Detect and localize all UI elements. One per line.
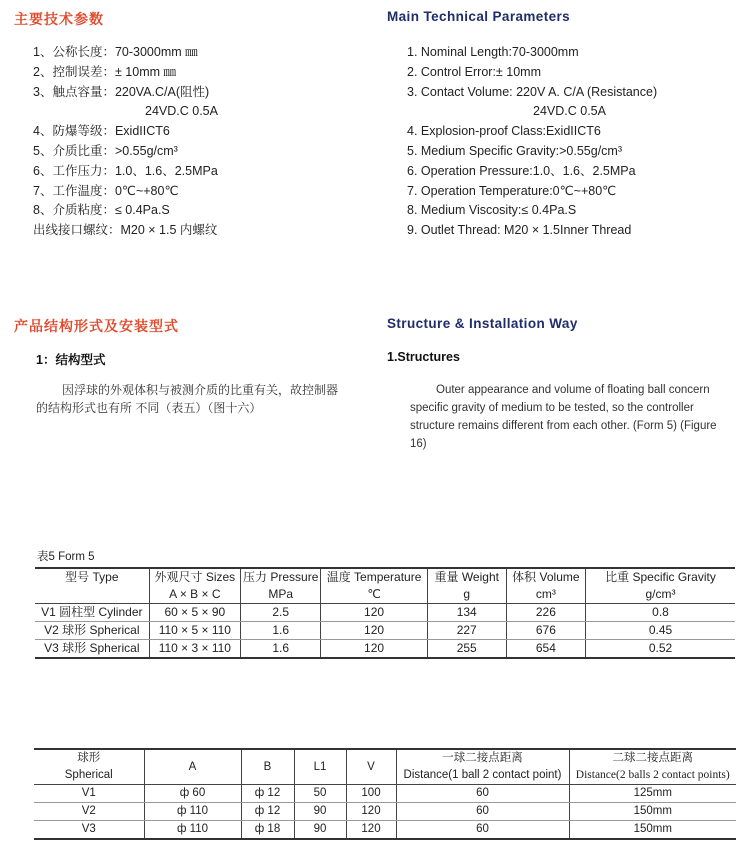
table-cell: 120 <box>321 640 427 659</box>
table-cell: 60 <box>396 803 569 821</box>
table-cell: 120 <box>346 821 396 840</box>
cn-params-title: 主要技术参数 <box>14 11 104 27</box>
cn-para-line: 的结构形式也有所 不同（表五）（图十六） <box>36 401 262 415</box>
table-cell: 100 <box>346 785 396 803</box>
en-param-item: 24VD.C 0.5A <box>533 104 606 119</box>
table-cell: 150mm <box>569 821 736 840</box>
table-header-cell: 压力 Pressure <box>241 568 321 586</box>
table-cell: V2 球形 Spherical <box>35 622 149 640</box>
table-unit-cell: A × B × C <box>149 586 240 604</box>
table-cell: ф 110 <box>144 821 241 840</box>
cn-param-item: 7、工作温度：0℃~+80℃ <box>33 183 179 198</box>
table-cell: 120 <box>321 604 427 622</box>
cn-structures-sub: 1：结构型式 <box>36 353 106 367</box>
table-row <box>34 785 736 803</box>
table-header-cell: 比重 Specific Gravity <box>586 568 736 586</box>
cn-param-item: 4、防爆等级：ExidIICT6 <box>33 124 170 139</box>
table-unit-row <box>35 586 735 604</box>
table5-caption: 表5 Form 5 <box>37 551 95 563</box>
table-header-cell: 温度 Temperature <box>321 568 427 586</box>
table-header-cell: 重量 Weight <box>427 568 506 586</box>
en-param-item: 6. Operation Pressure:1.0、1.6、2.5MPa <box>407 163 636 178</box>
table-cell: ф 12 <box>241 803 294 821</box>
cn-param-item: 6、工作压力：1.0、1.6、2.5MPa <box>33 163 218 178</box>
table-cell: 60 <box>396 821 569 840</box>
table-unit-cell <box>35 586 149 604</box>
table-cell: 90 <box>294 821 346 840</box>
table-header-cell: Distance(1 ball 2 contact point) <box>396 767 569 785</box>
en-param-item: 9. Outlet Thread: M20 × 1.5Inner Thread <box>407 223 632 238</box>
table-cell: ф 60 <box>144 785 241 803</box>
table-cell: 654 <box>506 640 585 659</box>
table-cell: 60 × 5 × 90 <box>149 604 240 622</box>
table-cell: 0.45 <box>586 622 736 640</box>
table-cell: ф 12 <box>241 785 294 803</box>
table-cell: 1.6 <box>241 640 321 659</box>
table-cell: V3 <box>34 821 144 840</box>
table-cell: 90 <box>294 803 346 821</box>
table-row <box>34 803 736 821</box>
en-structure-title: Structure & Installation Way <box>387 316 578 331</box>
table-header-cell: 二球二接点距离 <box>569 749 736 767</box>
table-header-cell: 型号 Type <box>35 568 149 586</box>
table-header-cell: Distance(2 balls 2 contact points) <box>569 767 736 785</box>
table-cell: V3 球形 Spherical <box>35 640 149 659</box>
en-param-item: 2. Control Error:± 10mm <box>407 64 541 79</box>
table-cell: V1 圆柱型 Cylinder <box>35 604 149 622</box>
en-param-item: 5. Medium Specific Gravity:>0.55g/cm³ <box>407 143 623 158</box>
en-param-item: 3. Contact Volume: 220V A. C/A (Resistance) <box>407 84 658 99</box>
table-cell: 255 <box>427 640 506 659</box>
table-cell: 0.52 <box>586 640 736 659</box>
cn-params-list <box>33 43 218 241</box>
table-header-row <box>34 749 736 767</box>
table-cell: 150mm <box>569 803 736 821</box>
cn-structures-paragraph <box>36 381 376 417</box>
cn-param-item: 24VD.C 0.5A <box>145 104 218 119</box>
table-cell: 226 <box>506 604 585 622</box>
table-row <box>35 640 735 659</box>
cn-para-line: 因浮球的外观体积与被测介质的比重有关，故控制器 <box>62 383 339 397</box>
table-unit-cell: MPa <box>241 586 321 604</box>
table-cell: ф 110 <box>144 803 241 821</box>
table-row <box>35 604 735 622</box>
cn-param-item: 5、介质比重：>0.55g/cm³ <box>33 143 178 158</box>
cn-param-item: 8、介质粘度：≤ 0.4Pa.S <box>33 203 170 218</box>
table-header-cell: 体积 Volume <box>506 568 585 586</box>
cn-param-item: 1、公称长度：70-3000mm ㎜ <box>33 45 198 59</box>
en-params-list <box>407 43 657 241</box>
en-param-item: 8. Medium Viscosity:≤ 0.4Pa.S <box>407 203 577 218</box>
table-cell: 134 <box>427 604 506 622</box>
table-cell: 60 <box>396 785 569 803</box>
table-cell: 110 × 5 × 110 <box>149 622 240 640</box>
spherical-distance-table <box>34 748 736 840</box>
table-cell: 0.8 <box>586 604 736 622</box>
table-row <box>35 622 735 640</box>
table-header-cell: V <box>346 749 396 785</box>
table-cell: 1.6 <box>241 622 321 640</box>
en-para-line: structure remains different from each other. (Form 5) (Figure <box>410 420 717 432</box>
en-param-item: 4. Explosion-proof Class:ExidIICT6 <box>407 124 601 139</box>
table-header-cell: A <box>144 749 241 785</box>
table-cell: 110 × 3 × 110 <box>149 640 240 659</box>
en-structures-paragraph <box>410 381 740 453</box>
form5-table <box>35 567 735 659</box>
cn-param-item: 2、控制误差：± 10mm ㎜ <box>33 64 176 79</box>
table-header-cell: Spherical <box>34 767 144 785</box>
table-header-row <box>35 568 735 586</box>
cn-structure-title: 产品结构形式及安装型式 <box>14 318 179 334</box>
table-cell: 227 <box>427 622 506 640</box>
en-para-line: Outer appearance and volume of floating ball concern <box>436 384 710 396</box>
table-cell: 676 <box>506 622 585 640</box>
en-para-line: 16) <box>410 438 427 450</box>
table-header-cell: 一球二接点距离 <box>396 749 569 767</box>
table-cell: ф 18 <box>241 821 294 840</box>
table-unit-cell: g <box>427 586 506 604</box>
table-cell: 2.5 <box>241 604 321 622</box>
table-header-cell: 外观尺寸 Sizes <box>149 568 240 586</box>
table-cell: 125mm <box>569 785 736 803</box>
cn-param-item: 3、触点容量：220VA.C/A(阻性) <box>33 84 210 99</box>
table-cell: 120 <box>321 622 427 640</box>
en-para-line: specific gravity of medium to be tested, so the controller <box>410 402 694 414</box>
table-unit-cell: cm³ <box>506 586 585 604</box>
table-header-cell: B <box>241 749 294 785</box>
cn-param-item: 出线接口螺纹：M20 × 1.5 内螺纹 <box>33 223 218 238</box>
table-cell: V1 <box>34 785 144 803</box>
table-cell: 120 <box>346 803 396 821</box>
table-row <box>34 821 736 840</box>
table-unit-cell: ℃ <box>321 586 427 604</box>
table-header-cell: 球形 <box>34 749 144 767</box>
en-params-title: Main Technical Parameters <box>387 9 571 24</box>
table-cell: V2 <box>34 803 144 821</box>
table-header-cell: L1 <box>294 749 346 785</box>
en-structures-sub: 1.Structures <box>387 350 460 364</box>
en-param-item: 7. Operation Temperature:0℃~+80℃ <box>407 183 617 198</box>
table-cell: 50 <box>294 785 346 803</box>
table-unit-cell: g/cm³ <box>586 586 736 604</box>
en-param-item: 1. Nominal Length:70-3000mm <box>407 45 579 59</box>
